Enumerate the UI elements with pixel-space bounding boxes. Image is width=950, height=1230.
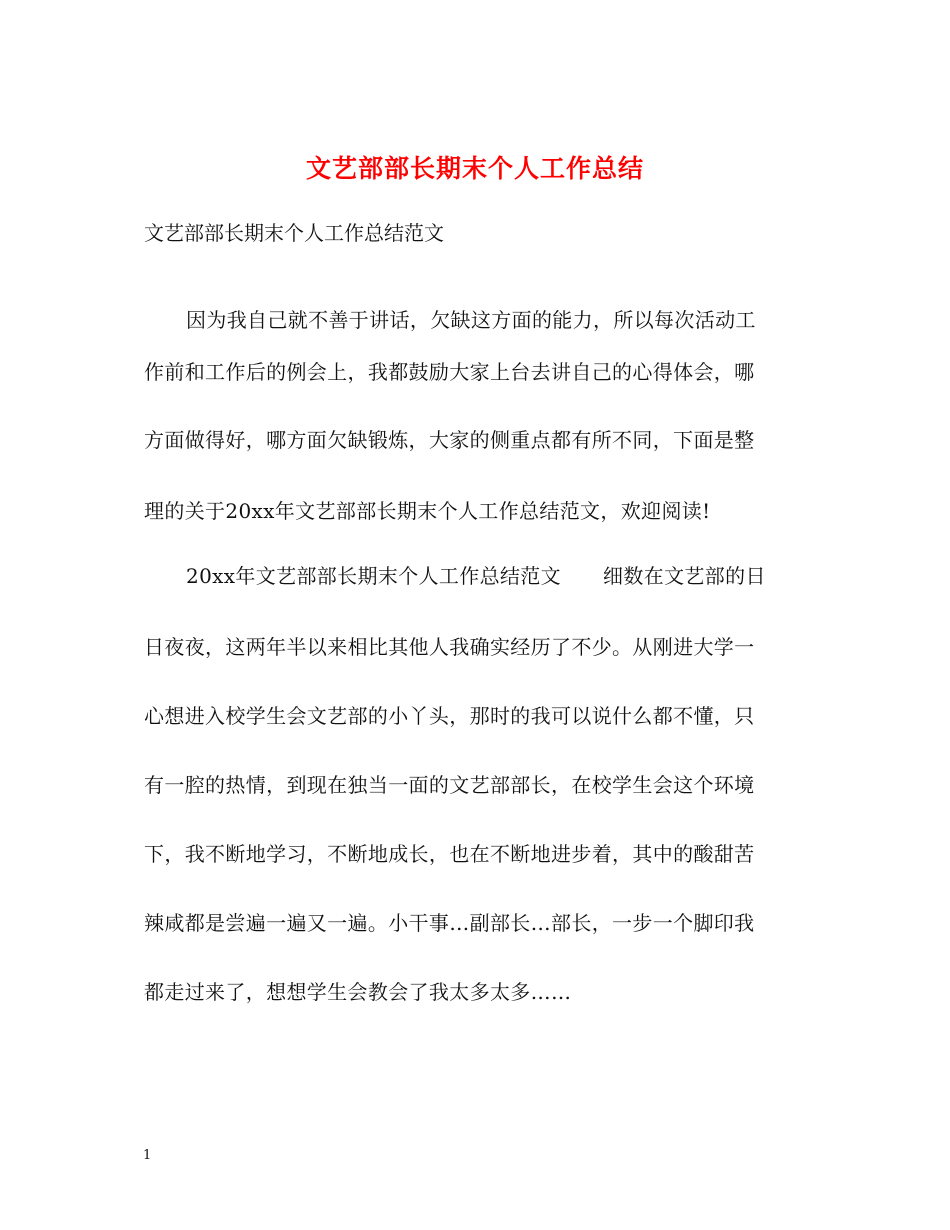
- document-subtitle: 文艺部部长期末个人工作总结范文: [144, 221, 444, 245]
- paragraph-2-line-6: 辣咸都是尝遍一遍又一遍。小干事…副部长…部长，一步一个脚印我: [144, 911, 755, 935]
- paragraph-2-line-4: 有一腔的热情，到现在独当一面的文艺部部长，在校学生会这个环境: [144, 773, 755, 797]
- paragraph-1-line-4: 理的关于20xx年文艺部部长期末个人工作总结范文，欢迎阅读!: [144, 499, 711, 523]
- paragraph-2-lead: 细数在文艺部的日: [603, 564, 766, 588]
- document-title: 文艺部部长期末个人工作总结: [305, 153, 644, 183]
- page-number: 1: [143, 1148, 152, 1163]
- paragraph-1-line-2: 作前和工作后的例会上，我都鼓励大家上台去讲自己的心得体会，哪: [144, 360, 755, 384]
- paragraph-1-line-3: 方面做得好，哪方面欠缺锻炼，大家的侧重点都有所不同，下面是整: [144, 428, 755, 452]
- paragraph-2-line-7: 都走过来了，想想学生会教会了我太多太多……: [144, 980, 572, 1004]
- paragraph-2-line-1: [186, 559, 799, 593]
- paragraph-2-heading: 20xx年文艺部部长期末个人工作总结范文: [186, 564, 562, 588]
- paragraph-1-line-1: 因为我自己就不善于讲话，欠缺这方面的能力，所以每次活动工: [186, 308, 756, 332]
- paragraph-2-line-5: 下，我不断地学习，不断地成长，也在不断地进步着，其中的酸甜苦: [144, 842, 755, 866]
- paragraph-2-line-2: 日夜夜，这两年半以来相比其他人我确实经历了不少。从刚进大学一: [144, 635, 755, 659]
- paragraph-2-line-3: 心想进入校学生会文艺部的小丫头，那时的我可以说什么都不懂，只: [144, 704, 755, 728]
